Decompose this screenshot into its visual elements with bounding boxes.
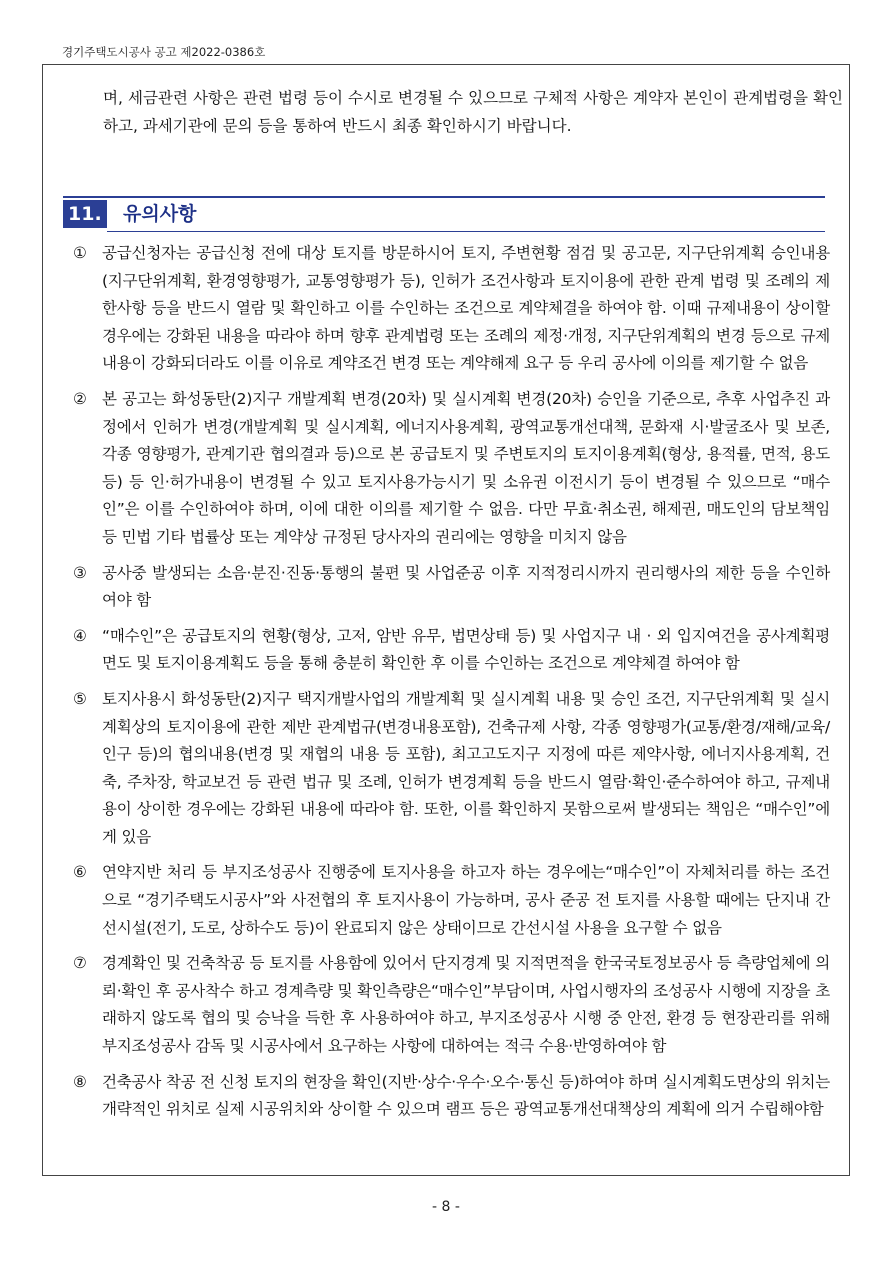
item-text: 연약지반 처리 등 부지조성공사 진행중에 토지사용을 하고자 하는 경우에는“매수인”이 자체처리를 하는 조건으로 “경기주택도시공사”와 사전협의 후 토지사용이 가능하며, 공사 준공 전 토지를 사용할 때에는 단지내 간선시설(전기, 도로, 상하수도 등)이 완료되지 않은 상태이므로 간선시설 사용을 요구할 수 없음 xyxy=(102,863,830,937)
item-number: ⑤ xyxy=(73,689,87,708)
list-item xyxy=(73,950,830,1060)
list-item xyxy=(73,386,830,552)
item-text: 공급신청자는 공급신청 전에 대상 토지를 방문하시어 토지, 주변현황 점검 및 공고문, 지구단위계획 승인내용(지구단위계획, 환경영향평가, 교통영향평가 등), 인허가 조건사항과 토지이용에 관한 관계 법령 및 조례의 제한사항 등을 반드시 열람 및 확인하고 이를 수인하는 조건으로 계약체결을 하여야 함. 이때 규제내용이 상이할 경우에는 강화된 내용을 따라야 하며 향후 관계법령 또는 조례의 제정·개정, 지구단위계획의 변경 등으로 규제내용이 강화되더라도 이를 이유로 계약조건 변경 또는 계약해제 요구 등 우리 공사에 이의를 제기할 수 없음 xyxy=(102,244,830,373)
section-bottom-rule xyxy=(107,231,825,232)
item-number: ⑥ xyxy=(73,863,87,882)
item-number: ⑧ xyxy=(73,1072,87,1091)
item-text: 토지사용시 화성동탄(2)지구 택지개발사업의 개발계획 및 실시계획 내용 및 승인 조건, 지구단위계획 및 실시계획상의 토지이용에 관한 제반 관계법규(변경내용포함), 건축규제 사항, 각종 영향평가(교통/환경/재해/교육/인구 등)의 협의내용(변경 및 재협의 내용 등 포함), 최고고도지구 지정에 따른 제약사항, 에너지사용계획, 건축, 주차장, 학교보건 등 관련 법규 및 조례, 인허가 변경계획 등을 반드시 열람·확인·준수하여야 하고, 규제내용이 상이한 경우에는 강화된 내용에 따라야 함. 또한, 이를 확인하지 못함으로써 발생되는 책임은 “매수인”에게 있음 xyxy=(102,689,830,846)
list-item xyxy=(73,560,830,615)
list-item xyxy=(73,859,830,942)
item-text: 경계확인 및 건축착공 등 토지를 사용함에 있어서 단지경계 및 지적면적을 한국국토정보공사 등 측량업체에 의뢰·확인 후 공사착수 하고 경계측량 및 확인측량은“매수인”부담이며, 사업시행자의 조성공사 시행에 지장을 초래하지 않도록 협의 및 승낙을 득한 후 사용하여야 하고, 부지조성공사 시행 중 안전, 환경 등 현장관리를 위해 부지조성공사 감독 및 시공사에서 요구하는 사항에 대하여는 적극 수용·반영하여야 함 xyxy=(102,954,830,1056)
item-number: ② xyxy=(73,389,87,408)
intro-paragraph: 며, 세금관련 사항은 관련 법령 등이 수시로 변경될 수 있으므로 구체적 사항은 계약자 본인이 관계법령을 확인하고, 과세기관에 문의 등을 통하여 반드시 최종 확인하시기 바랍니다. xyxy=(103,89,843,135)
section-heading xyxy=(63,196,825,232)
item-text: “매수인”은 공급토지의 현황(형상, 고저, 암반 유무, 법면상태 등) 및 사업지구 내 · 외 입지여건을 공사계획평면도 및 토지이용계획도 등을 통해 충분히 확인한 후 이를 수인하는 조건으로 계약체결 하여야 함 xyxy=(102,626,830,673)
section-number: 11. xyxy=(63,200,107,228)
item-text: 건축공사 착공 전 신청 토지의 현장을 확인(지반·상수·우수·오수·통신 등)하여야 하며 실시계획도면상의 위치는 개략적인 위치로 실제 시공위치와 상이할 수 있으며 램프 등은 광역교통개선대책상의 계획에 의거 수립해야함 xyxy=(102,1072,830,1119)
item-number: ⑦ xyxy=(73,954,87,973)
item-number: ① xyxy=(73,244,87,262)
item-number: ③ xyxy=(73,563,87,582)
list-item xyxy=(73,686,830,852)
section-top-rule xyxy=(63,196,825,198)
item-text: 공사중 발생되는 소음·분진·진동·통행의 불편 및 사업준공 이후 지적정리시까지 권리행사의 제한 등을 수인하여야 함 xyxy=(102,563,830,610)
item-text: 본 공고는 화성동탄(2)지구 개발계획 변경(20차) 및 실시계획 변경(20차) 승인을 기준으로, 추후 사업추진 과정에서 인허가 변경(개발계획 및 실시계획, 에너지사용계획, 광역교통개선대책, 문화재 시·발굴조사 및 보존, 각종 영향평가, 관계기관 협의결과 등)으로 본 공급토지 및 주변토지의 토지이용계획(형상, 용적률, 면적, 용도 등) 등 인·허가내용이 변경될 수 있고 토지사용가능시기 및 소유권 이전시기 등이 변경될 수 있으므로 “매수인”은 이를 수인하여야 하며, 이에 대한 이의를 제기할 수 없음. 다만 무효·취소권, 해제권, 매도인의 담보책임 등 민법 기타 법률상 또는 계약상 규정된 당사자의 권리에는 영향을 미치지 않음 xyxy=(102,389,830,546)
item-number: ④ xyxy=(73,626,87,645)
notice-items-list xyxy=(73,240,830,1132)
list-item xyxy=(73,623,830,678)
section-title: 유의사항 xyxy=(123,203,197,225)
notice-number: 경기주택도시공사 공고 제2022-0386호 xyxy=(62,45,266,59)
list-item xyxy=(73,240,830,378)
list-item xyxy=(73,1069,830,1124)
page-number: - 8 - xyxy=(432,1199,460,1215)
